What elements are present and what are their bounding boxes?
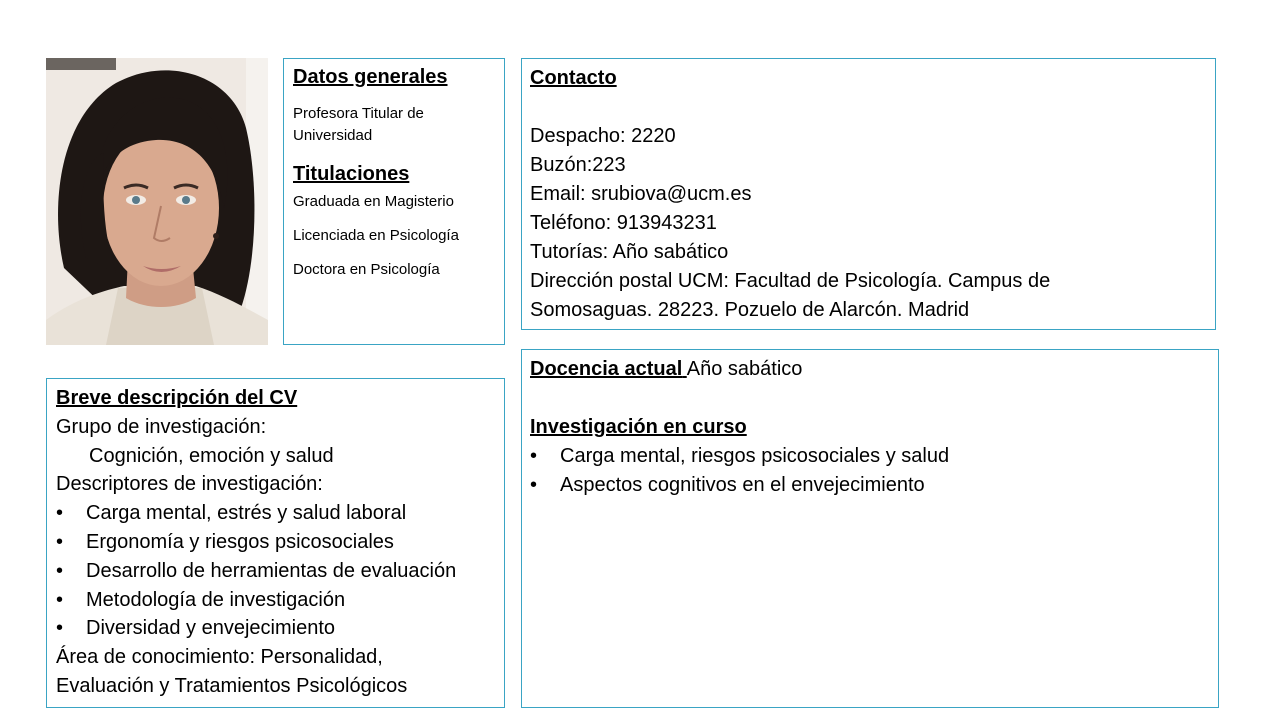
research-group-label: Grupo de investigación: bbox=[56, 415, 267, 438]
descriptor-item: • Ergonomía y riesgos psicosociales bbox=[56, 528, 495, 557]
contact-panel bbox=[521, 58, 1216, 330]
current-research-heading: Investigación en curso bbox=[530, 416, 747, 438]
mailbox-number: Buzón:223 bbox=[530, 154, 626, 176]
teaching-research-panel bbox=[521, 349, 1219, 708]
office-number: Despacho: 2220 bbox=[530, 125, 676, 147]
knowledge-area-line-1: Área de conocimiento: Personalidad, bbox=[56, 646, 383, 669]
knowledge-area-line-2: Evaluación y Tratamientos Psicológicos bbox=[56, 674, 408, 697]
research-item: • Carga mental, riesgos psicosociales y salud bbox=[530, 442, 1210, 471]
degree-item: Graduada en Magisterio bbox=[293, 193, 454, 210]
postal-address-line-2: Somosaguas. 28223. Pozuelo de Alarcón. Madrid bbox=[530, 299, 970, 321]
degree-item: Licenciada en Psicología bbox=[293, 227, 459, 244]
email-address: Email: srubiova@ucm.es bbox=[530, 183, 752, 205]
profile-photo bbox=[46, 58, 268, 345]
research-item: • Aspectos cognitivos en el envejecimiento bbox=[530, 471, 1210, 500]
phone-number: Teléfono: 913943231 bbox=[530, 212, 717, 234]
tutorials-info: Tutorías: Año sabático bbox=[530, 241, 729, 263]
postal-address-line-1: Dirección postal UCM: Facultad de Psicología. Campus de bbox=[530, 270, 1051, 292]
cv-heading: Breve descripción del CV bbox=[56, 387, 298, 409]
current-teaching-status: Año sabático bbox=[686, 358, 803, 380]
cv-panel bbox=[46, 378, 505, 708]
research-group-name: Cognición, emoción y salud bbox=[89, 444, 334, 467]
contact-heading: Contacto bbox=[530, 67, 617, 89]
general-data-panel bbox=[283, 58, 505, 345]
degrees-heading: Titulaciones bbox=[293, 163, 410, 185]
research-descriptors-list bbox=[56, 499, 495, 643]
academic-position: Profesora Titular de Universidad bbox=[293, 105, 424, 144]
current-teaching-row bbox=[530, 355, 1210, 384]
general-data-heading: Datos generales bbox=[293, 66, 448, 88]
research-descriptors-label: Descriptores de investigación: bbox=[56, 473, 323, 496]
degree-item: Doctora en Psicología bbox=[293, 261, 440, 278]
current-research-list bbox=[530, 442, 1210, 500]
descriptor-item: • Desarrollo de herramientas de evaluación bbox=[56, 557, 495, 586]
descriptor-item: • Carga mental, estrés y salud laboral bbox=[56, 499, 495, 528]
descriptor-item: • Metodología de investigación bbox=[56, 586, 495, 615]
current-teaching-heading: Docencia actual bbox=[530, 358, 683, 380]
descriptor-item: • Diversidad y envejecimiento bbox=[56, 614, 495, 643]
